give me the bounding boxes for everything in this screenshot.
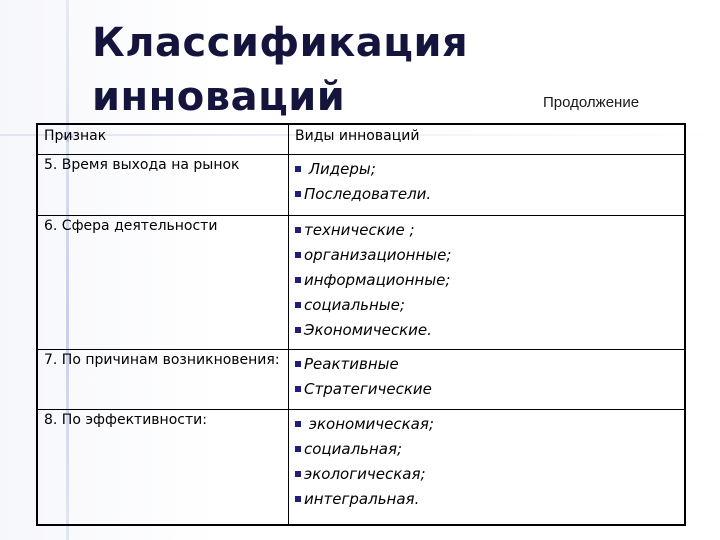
continuation-label: Продолжение	[543, 94, 640, 111]
list-item	[295, 157, 678, 182]
criterion-cell: 5. Время выхода на рынок	[37, 155, 289, 216]
square-bullet-icon	[295, 386, 301, 392]
list-item	[295, 218, 678, 243]
square-bullet-icon	[295, 302, 301, 308]
square-bullet-icon	[295, 471, 301, 477]
table-row	[37, 410, 685, 526]
square-bullet-icon	[295, 327, 301, 333]
types-cell	[289, 410, 686, 526]
criterion-cell: 8. По эффективности:	[37, 410, 289, 526]
list-item-text: технические ;	[304, 221, 415, 239]
list-item	[295, 377, 678, 402]
list-item	[295, 318, 678, 343]
header-criterion: Признак	[37, 124, 289, 155]
square-bullet-icon	[295, 421, 301, 427]
slide-title-line-2: инноваций	[92, 74, 346, 120]
types-cell	[289, 216, 686, 350]
slide-title	[92, 16, 512, 124]
criterion-cell: 6. Сфера деятельности	[37, 216, 289, 350]
classification-table	[36, 123, 686, 526]
list-item	[295, 462, 678, 487]
table-header-row	[37, 124, 685, 155]
square-bullet-icon	[295, 252, 301, 258]
list-item-text: интегральная.	[304, 490, 420, 508]
types-list	[295, 157, 678, 207]
square-bullet-icon	[295, 277, 301, 283]
list-item	[295, 293, 678, 318]
list-item	[295, 412, 678, 437]
types-cell	[289, 350, 686, 410]
list-item-text: Стратегические	[304, 380, 432, 398]
table-row	[37, 216, 685, 350]
square-bullet-icon	[295, 227, 301, 233]
types-list	[295, 412, 678, 512]
list-item-text: Лидеры;	[304, 160, 376, 178]
criterion-cell: 7. По причинам возникновения:	[37, 350, 289, 410]
list-item-text: экономическая;	[304, 415, 434, 433]
list-item	[295, 437, 678, 462]
list-item-text: Последователи.	[304, 185, 432, 203]
types-cell	[289, 155, 686, 216]
list-item-text: организационные;	[304, 246, 452, 264]
square-bullet-icon	[295, 496, 301, 502]
list-item-text: экологическая;	[304, 465, 426, 483]
table-row	[37, 155, 685, 216]
list-item-text: Реактивные	[304, 355, 399, 373]
list-item-text: социальные;	[304, 296, 405, 314]
list-item	[295, 268, 678, 293]
types-list	[295, 218, 678, 343]
list-item	[295, 352, 678, 377]
list-item-text: информационные;	[304, 271, 451, 289]
list-item-text: Экономические.	[304, 321, 432, 339]
header-types: Виды инноваций	[289, 124, 686, 155]
slide-title-line-1: Классификация	[92, 20, 469, 66]
types-list	[295, 352, 678, 402]
square-bullet-icon	[295, 361, 301, 367]
square-bullet-icon	[295, 446, 301, 452]
table-row	[37, 350, 685, 410]
list-item	[295, 243, 678, 268]
square-bullet-icon	[295, 191, 301, 197]
list-item	[295, 487, 678, 512]
list-item	[295, 182, 678, 207]
list-item-text: социальная;	[304, 440, 403, 458]
square-bullet-icon	[295, 166, 301, 172]
